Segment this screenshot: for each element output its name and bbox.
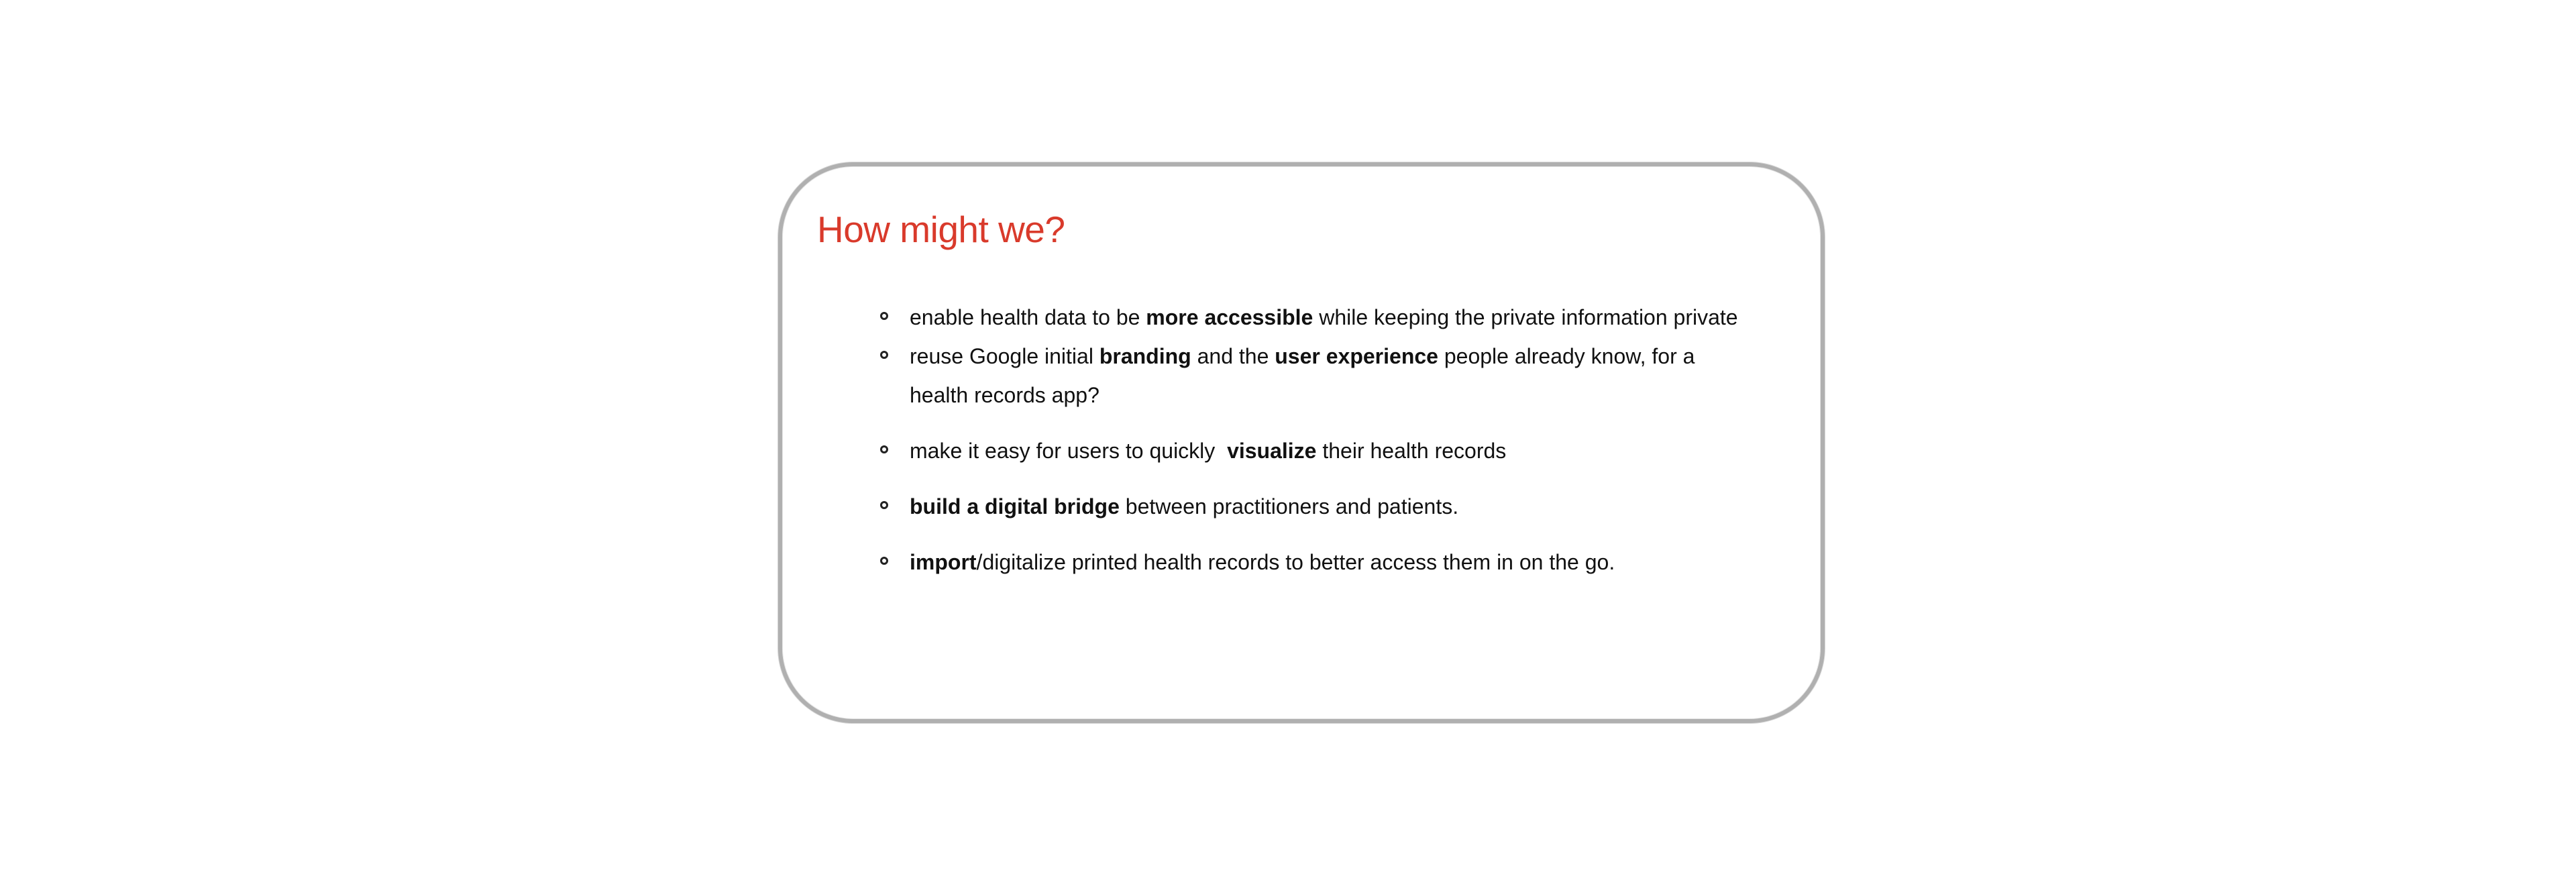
bullet-item	[880, 337, 1752, 415]
bullet-text-emphasis: branding	[1099, 344, 1191, 368]
bullet-text-segment: /digitalize printed health records to better access them in on the go.	[976, 550, 1615, 574]
circle-bullet-icon	[880, 312, 888, 320]
bullet-text-emphasis: visualize	[1227, 439, 1317, 463]
circle-bullet-icon	[880, 557, 888, 565]
bullet-text-emphasis: user experience	[1275, 344, 1438, 368]
bullet-item	[880, 431, 1752, 470]
circle-bullet-icon	[880, 351, 888, 359]
circle-bullet-icon	[880, 501, 888, 509]
bullet-text	[910, 494, 1458, 519]
bullet-item	[880, 298, 1752, 337]
bullet-text-segment: their health records	[1316, 439, 1507, 463]
bullet-item	[880, 543, 1752, 582]
bullet-text-emphasis: more accessible	[1146, 305, 1313, 329]
bullet-text-segment: and the	[1191, 344, 1275, 368]
bullet-text-segment: while keeping the private information private	[1313, 305, 1738, 329]
bullet-text	[910, 344, 1695, 407]
how-might-we-card	[778, 162, 1825, 723]
bullet-text-emphasis: import	[910, 550, 977, 574]
bullet-text-segment: reuse Google initial	[910, 344, 1099, 368]
bullet-text	[910, 305, 1738, 329]
bullet-list	[880, 298, 1752, 582]
bullet-text-segment: enable health data to be	[910, 305, 1146, 329]
circle-bullet-icon	[880, 445, 888, 453]
bullet-text	[910, 439, 1506, 463]
bullet-item	[880, 487, 1752, 526]
bullet-text-segment: between practitioners and patients.	[1119, 494, 1459, 519]
bullet-text-segment: make it easy for users to quickly	[910, 439, 1228, 463]
bullet-text-emphasis: build a digital bridge	[910, 494, 1120, 519]
card-title: How might we?	[817, 209, 1065, 250]
bullet-text-segment: people already know, for a health records app?	[910, 344, 1695, 407]
bullet-text	[910, 550, 1615, 574]
